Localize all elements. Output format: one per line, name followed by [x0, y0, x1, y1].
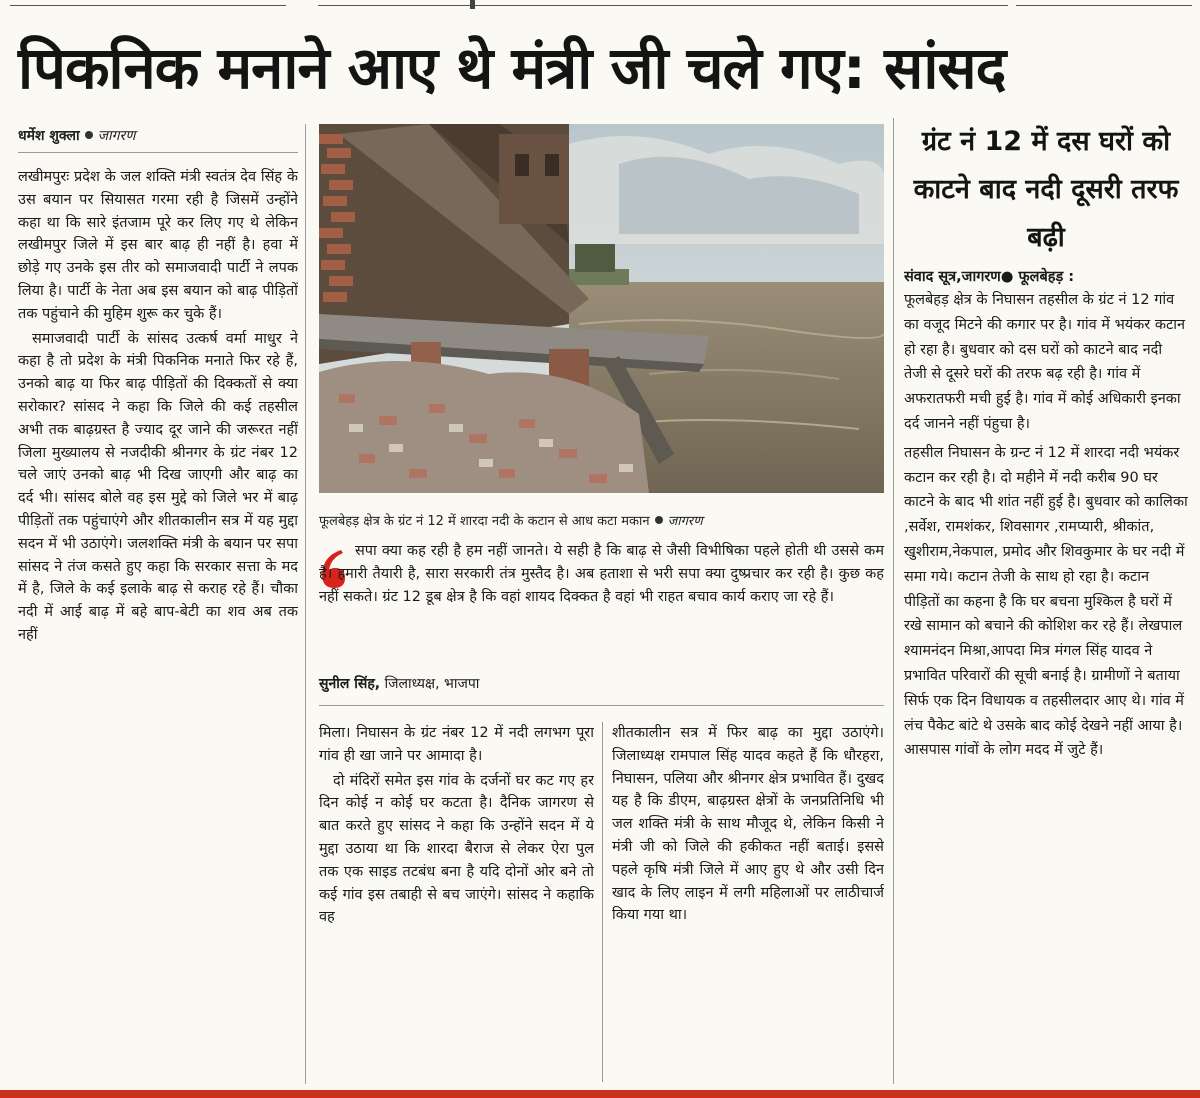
story-paragraph: समाजवादी पार्टी के सांसद उत्कर्ष वर्मा माधुर ने कहा है तो प्रदेश के मंत्री पिकनिक मनाते फिर रहे हैं, उनको बाढ़ या फिर बाढ़ पीड़ितों की दिक्कतों से क्या सरोकार? सांसद ने कहा कि जिले की कई तहसील अभी तक बाढ़ग्रस्त है ज्याद दूर जाने की जरूरत नहीं जिला मुख्यालय से नजदीकी श्रीनगर के ग्रंट नंबर 12 चले जाएं उनको बाढ़ भी दिख जाएगी और बाढ़ का दर्द भी। सांसद बोले वह इस मुद्दे को जिले भर में बाढ़ पीड़ितों तक पहुंचाएंगे और शीतकालीन सत्र में यह मुद्दा सदन में भी उठाएंगे। जलशक्ति मंत्री के बयान पर सपा सांसद ने तंज कसते हुए कहा कि सरकार सत्ता के मद में है, जिले के कई इलाके बाढ़ से कराह रहे हैं। चौका नदी में आई बाढ़ में बहे बाप-बेटी का शव अब तक नहीं [18, 330, 298, 643]
column-rule [893, 118, 894, 1084]
byline-rule [18, 152, 298, 153]
pull-quote-body: सपा क्या कह रही है हम नहीं जानते। ये सही है कि बाढ़ से जैसी विभीषिका पहले होती थी उससे कम है। हमारी तैयारी है, सारा सरकारी तंत्र मुस्तैद है। अब हताशा से भरी सपा क्या दुष्प्रचार कर रही है। कुछ कह नहीं सकते। ग्रंट 12 डूब क्षेत्र है कि वहां शायद दिक्कत है वहां भी राहत बचाव कार्य कराए जा रहे हैं। [319, 543, 884, 605]
photo-illustration [319, 124, 884, 493]
top-strip-line [318, 0, 1008, 6]
byline-source: जागरण [97, 128, 136, 144]
story-paragraph: दो मंदिरों समेत इस गांव के दर्जनों घर कट गए हर दिन कोई न कोई घर कटता है। दैनिक जागरण से बात करते हुए सांसद ने कहा कि उन्होंने सदन में ये मुद्दा उठाया था कि शारदा बैराज से लेकर ऐरा पुल तक एक साइड तटबंध बना है यदि दोनों ओर बने तो कई गांव इस तबाही से बच जाएंगे। सांसद ने कहाकि वह [319, 772, 594, 926]
story-paragraph: शीतकालीन सत्र में फिर बाढ़ का मुद्दा उठाएंगे। जिलाध्यक्ष रामपाल सिंह यादव कहते हैं कि धौरहरा, निघासन, पलिया और श्रीनगर क्षेत्र प्रभावित हैं। दुखद यह है कि डीएम, बाढ़ग्रस्त क्षेत्रों के जनप्रतिनिधि भी जल शक्ति मंत्री के साथ मौजूद थे, लेकिन किसी ने मंत्री जी को जिले की हकीकत नहीं बताई। इससे पहले कृषि मंत्री जिले में आए हुए थे और उसी दिन खाद के लिए लाइन में लगी महिलाओं पर लाठीचार्ज किया गया था। [612, 725, 884, 924]
quote-speaker-name: सुनील सिंह, [319, 676, 381, 692]
quote-attribution [319, 672, 619, 696]
photo-caption-source: जागरण [667, 514, 703, 529]
photo-caption [319, 510, 884, 534]
top-strip-line [1016, 0, 1192, 6]
story-paragraph: मिला। निघासन के ग्रंट नंबर 12 में नदी लगभग पूरा गांव ही खा जाने पर आमादा है। [319, 725, 594, 764]
main-story-column-1 [18, 166, 298, 1082]
top-strip [0, 0, 1200, 12]
sidebar-paragraph: फूलबेहड़ क्षेत्र के निघासन तहसील के ग्रंट नं 12 गांव का वजूद मिटने की कगार पर है। गांव में भयंकर कटान हो रहा है। बुधवार को दस घरों को काटने बाद नदी तेजी से दूसरे घरों की तरफ बढ़ रही है। गांव में अफरातफरी मची हुई है। गांव में कोई अधिकारी इनका दर्द जानने नहीं पंहुचा है। [904, 292, 1186, 432]
top-strip-line [10, 0, 286, 6]
column-rule [305, 124, 306, 1084]
quote-rule [319, 705, 884, 706]
pull-quote-text [319, 540, 884, 609]
sidebar-story [904, 118, 1188, 1082]
quote-speaker-role: जिलाध्यक्ष, भाजपा [384, 676, 480, 692]
byline-bullet [85, 131, 93, 139]
pull-quote [319, 540, 884, 660]
sidebar-paragraph: तहसील निघासन के ग्रन्ट नं 12 में शारदा नदी भयंकर कटान कर रही है। दो महीने में नदी करीब 90 घर काटने के बाद भी शांत नहीं हुई है। बुधवार को कालिका ,सर्वेश, रामशंकर, शिवसागर ,रामप्यारी, श्रीकांत, खुशीराम,नेकपाल, प्रमोद और शिवकुमार के घर नदी में समा गये। कटान तेजी के साथ हो रहा है। कटान पीड़ितों का कहना है कि घर बचना मुश्किल है घरों में रखे सामान को बचाने की कोशिश कर रहे हैं। लेखपाल श्यामनंदन मिश्रा,आपदा मित्र मंगल सिंह यादव ने प्रभावित परिवारों की सूची बनाई है। ग्रामीणों ने बताया सिर्फ एक दिन विधायक व तहसीलदार आए थे। गांव में लंच पैकेट बांटे थे उसके बाद कोई देखने नहीं आया है। आसपास गांवों के लोग मदद में जुटे हैं। [904, 444, 1188, 759]
photo-caption-text: फूलबेहड़ क्षेत्र के ग्रंट नं 12 में शारदा नदी के कटान से आध कटा मकान [319, 514, 650, 529]
bottom-color-bar [0, 1090, 1200, 1098]
byline-author: धर्मेश शुक्ला [18, 128, 80, 144]
main-story-column-2 [319, 722, 594, 1082]
news-photo-eroded-house [319, 124, 884, 493]
sidebar-headline: ग्रंट नं 12 में दस घरों को काटने बाद नदी दूसरी तरफ बढ़ी [913, 126, 1179, 253]
column-rule [602, 722, 603, 1082]
byline [18, 124, 298, 148]
headline: पिकनिक मनाने आए थे मंत्री जी चले गए: सांसद [18, 34, 1006, 102]
top-strip-marker [470, 0, 475, 9]
sidebar-dateline: संवाद सूत्र,जागरण● फूलबेहड़ : [904, 269, 1075, 285]
caption-bullet [655, 516, 663, 524]
main-story-column-3 [612, 722, 884, 1082]
story-paragraph: लखीमपुरः प्रदेश के जल शक्ति मंत्री स्वतंत्र देव सिंह के उस बयान पर सियासत गरमा रही है जिसमें उन्होंने कहा था कि सारे इंतजाम पूरे कर लिए गए थे लेकिन लखीमपुर जिले में इस बार बाढ़ ही नहीं है। हवा में छोड़े गए उनके इस तीर को समाजवादी पार्टी ने लपक लिया है। पार्टी के नेता अब इस बयान को बाढ़ पीड़ितों तक पहुंचाने की मुहिम शुरू कर चुके हैं। [18, 169, 298, 322]
